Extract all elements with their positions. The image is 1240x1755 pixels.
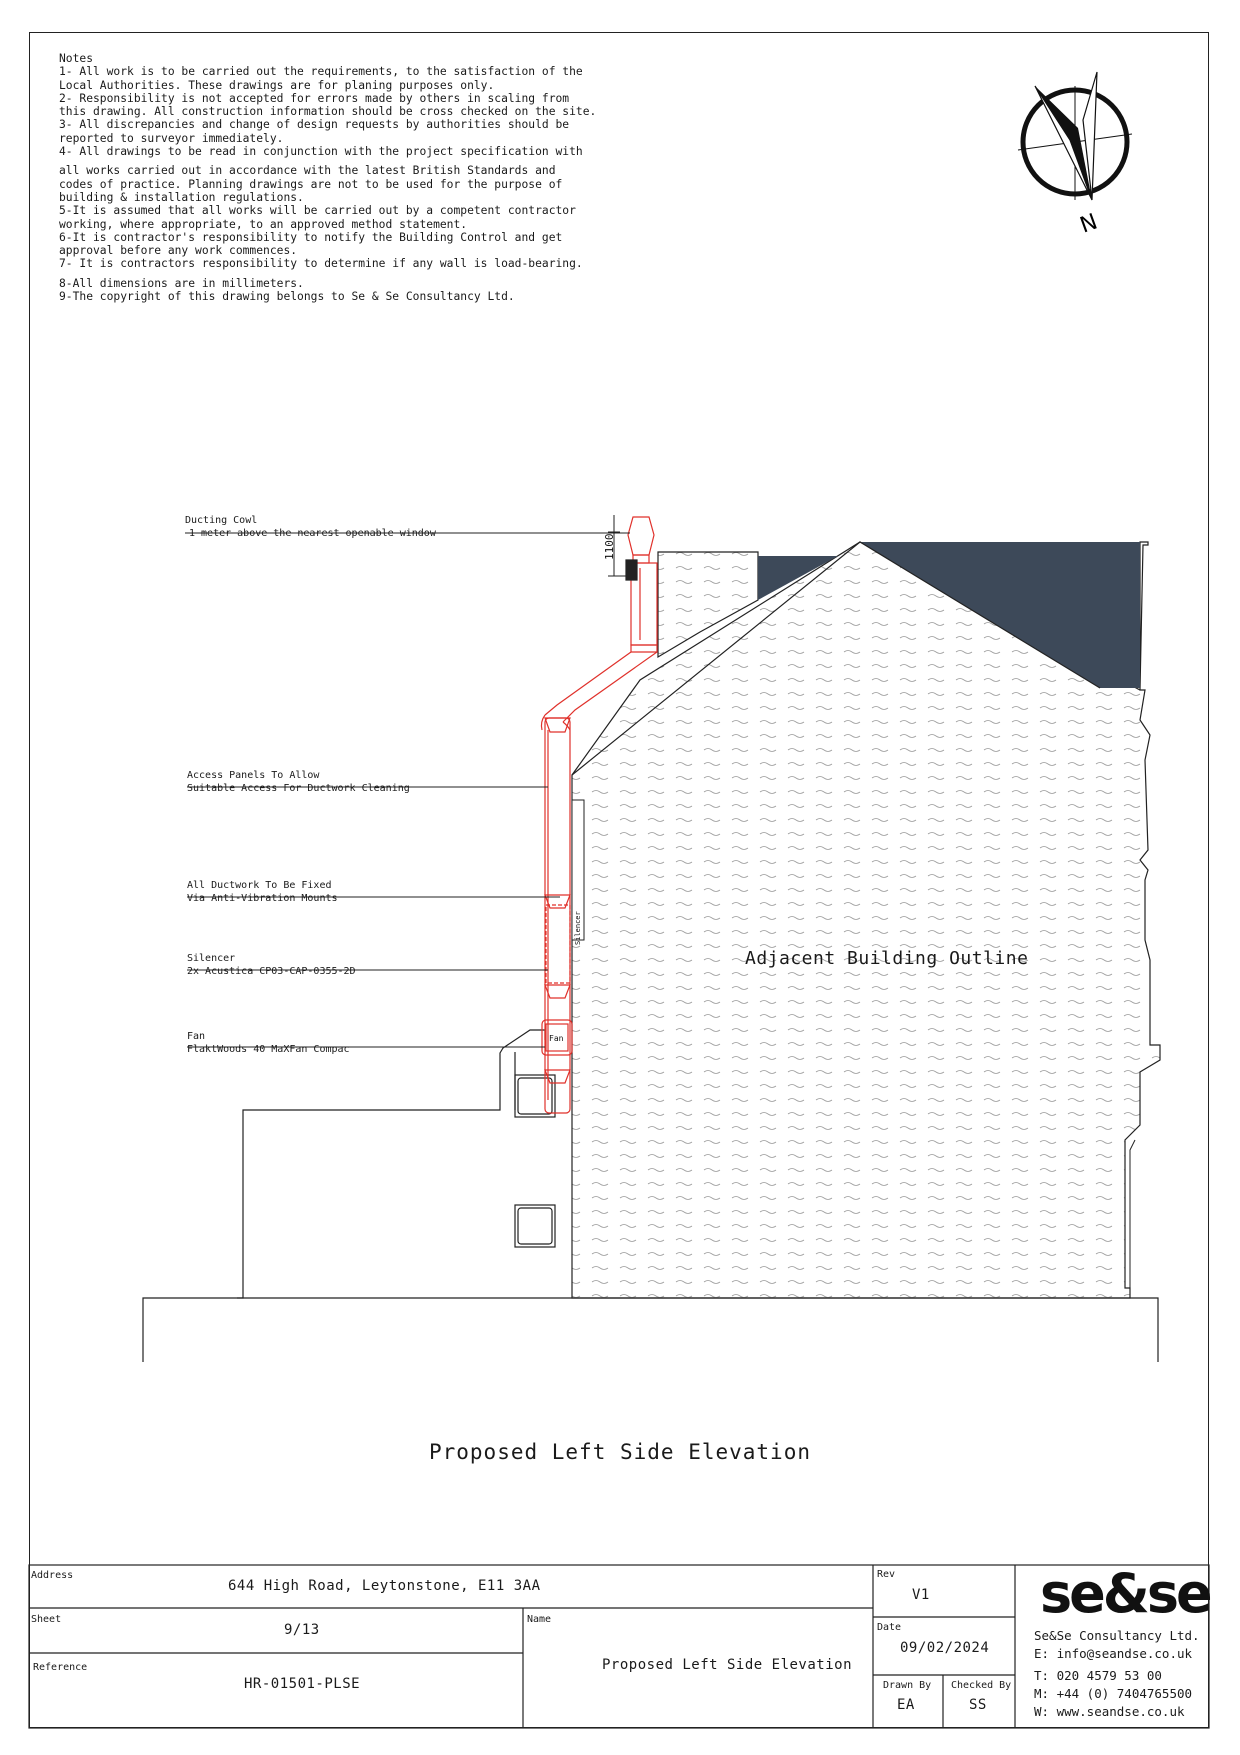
- notes-heading: Notes: [59, 52, 94, 65]
- name-value: Proposed Left Side Elevation: [602, 1657, 853, 1673]
- rev-label: Rev: [877, 1569, 896, 1580]
- checked-by-label: Checked By: [951, 1680, 1012, 1691]
- note-line: 6-It is contractor's responsibility to notify the Building Control and get: [59, 230, 563, 244]
- reference-value: HR-01501-PLSE: [244, 1676, 361, 1692]
- access-panels-detail: Suitable Access For Ductwork Cleaning: [187, 783, 410, 794]
- address-label: Address: [31, 1570, 74, 1581]
- north-arrow-icon: [1018, 72, 1132, 239]
- silencer-title: Silencer: [187, 953, 236, 964]
- access-panels-label: [187, 769, 410, 795]
- company-logo: se&se: [1040, 1562, 1210, 1625]
- north-label: N: [1076, 209, 1101, 239]
- note-line: all works carried out in accordance with the latest British Standards and: [59, 164, 556, 178]
- ductwork-fixed-label: [187, 879, 338, 905]
- ductwork-fixed-title: All Ductwork To Be Fixed: [187, 880, 332, 891]
- adjacent-building-label: Adjacent Building Outline: [745, 948, 1029, 969]
- note-line: 4- All drawings to be read in conjunction with the project specification with: [59, 145, 583, 159]
- ducting-cowl: [628, 517, 654, 555]
- company-contact: [1034, 1627, 1200, 1721]
- company-web: W: www.seandse.co.uk: [1034, 1704, 1185, 1719]
- fan-tag: Fan: [549, 1034, 564, 1043]
- fan-label: [187, 1030, 350, 1056]
- ducting-cowl-detail: 1 meter above the nearest openable window: [189, 528, 436, 539]
- note-line: Local Authorities. These drawings are for planing purposes only.: [59, 78, 495, 92]
- note-line: 7- It is contractors responsibility to determine if any wall is load-bearing.: [59, 257, 583, 271]
- note-line: reported to surveyor immediately.: [59, 131, 284, 145]
- note-line: 2- Responsibility is not accepted for errors made by others in scaling from: [59, 91, 570, 105]
- name-label: Name: [527, 1614, 552, 1625]
- fan-detail: FlaktWoods 40 MaXFan Compac: [187, 1044, 350, 1055]
- note-line: 8-All dimensions are in millimeters.: [59, 276, 304, 290]
- sheet-value: 9/13: [284, 1622, 320, 1638]
- company-mobile: M: +44 (0) 7404765500: [1034, 1686, 1193, 1701]
- access-panels-title: Access Panels To Allow: [187, 770, 320, 781]
- company-name: Se&Se Consultancy Ltd.: [1034, 1628, 1200, 1643]
- date-label: Date: [877, 1622, 902, 1633]
- checked-by-value: SS: [969, 1697, 987, 1713]
- note-line: 3- All discrepancies and change of design requests by authorities should be: [59, 118, 570, 132]
- dimension-1100-label: 1100: [603, 533, 616, 560]
- silencer-tag: Silencer: [574, 911, 582, 945]
- drawn-by-label: Drawn By: [883, 1680, 932, 1691]
- silencer-detail: 2x Acustica CP03-CAP-0355-2D: [187, 966, 356, 977]
- silencer-label: [187, 952, 356, 978]
- ductwork-fixed-detail: Via Anti-Vibration Mounts: [187, 893, 338, 904]
- note-line: approval before any work commences.: [59, 244, 298, 258]
- drawing-title: Proposed Left Side Elevation: [428, 1440, 811, 1464]
- company-tel: T: 020 4579 53 00: [1034, 1668, 1162, 1683]
- adjacent-building: [572, 542, 1160, 1298]
- note-line: building & installation regulations.: [59, 190, 304, 204]
- note-line: working, where appropriate, to an approved method statement.: [59, 217, 468, 231]
- note-line: 5-It is assumed that all works will be carried out by a competent contractor: [59, 204, 576, 218]
- date-value: 09/02/2024: [900, 1640, 990, 1656]
- ducting-cowl-label: [185, 514, 436, 540]
- note-line: codes of practice. Planning drawings are not to be used for the purpose of: [59, 177, 563, 191]
- drawn-by-value: EA: [897, 1697, 915, 1713]
- note-line: 9-The copyright of this drawing belongs to Se & Se Consultancy Ltd.: [59, 290, 515, 304]
- note-line: this drawing. All construction information should be cross checked on the site.: [59, 105, 597, 119]
- sheet-label: Sheet: [31, 1614, 62, 1625]
- fan-title: Fan: [187, 1031, 206, 1042]
- address-value: 644 High Road, Leytonstone, E11 3AA: [228, 1578, 541, 1594]
- ground-base: [143, 1298, 1158, 1362]
- note-line: 1- All work is to be carried out the requirements, to the satisfaction of the: [59, 65, 583, 79]
- reference-label: Reference: [33, 1662, 88, 1673]
- ducting-cowl-title: Ducting Cowl: [185, 515, 258, 526]
- rev-value: V1: [912, 1587, 930, 1603]
- company-email: E: info@seandse.co.uk: [1034, 1646, 1193, 1661]
- left-building-outline: [237, 1030, 555, 1298]
